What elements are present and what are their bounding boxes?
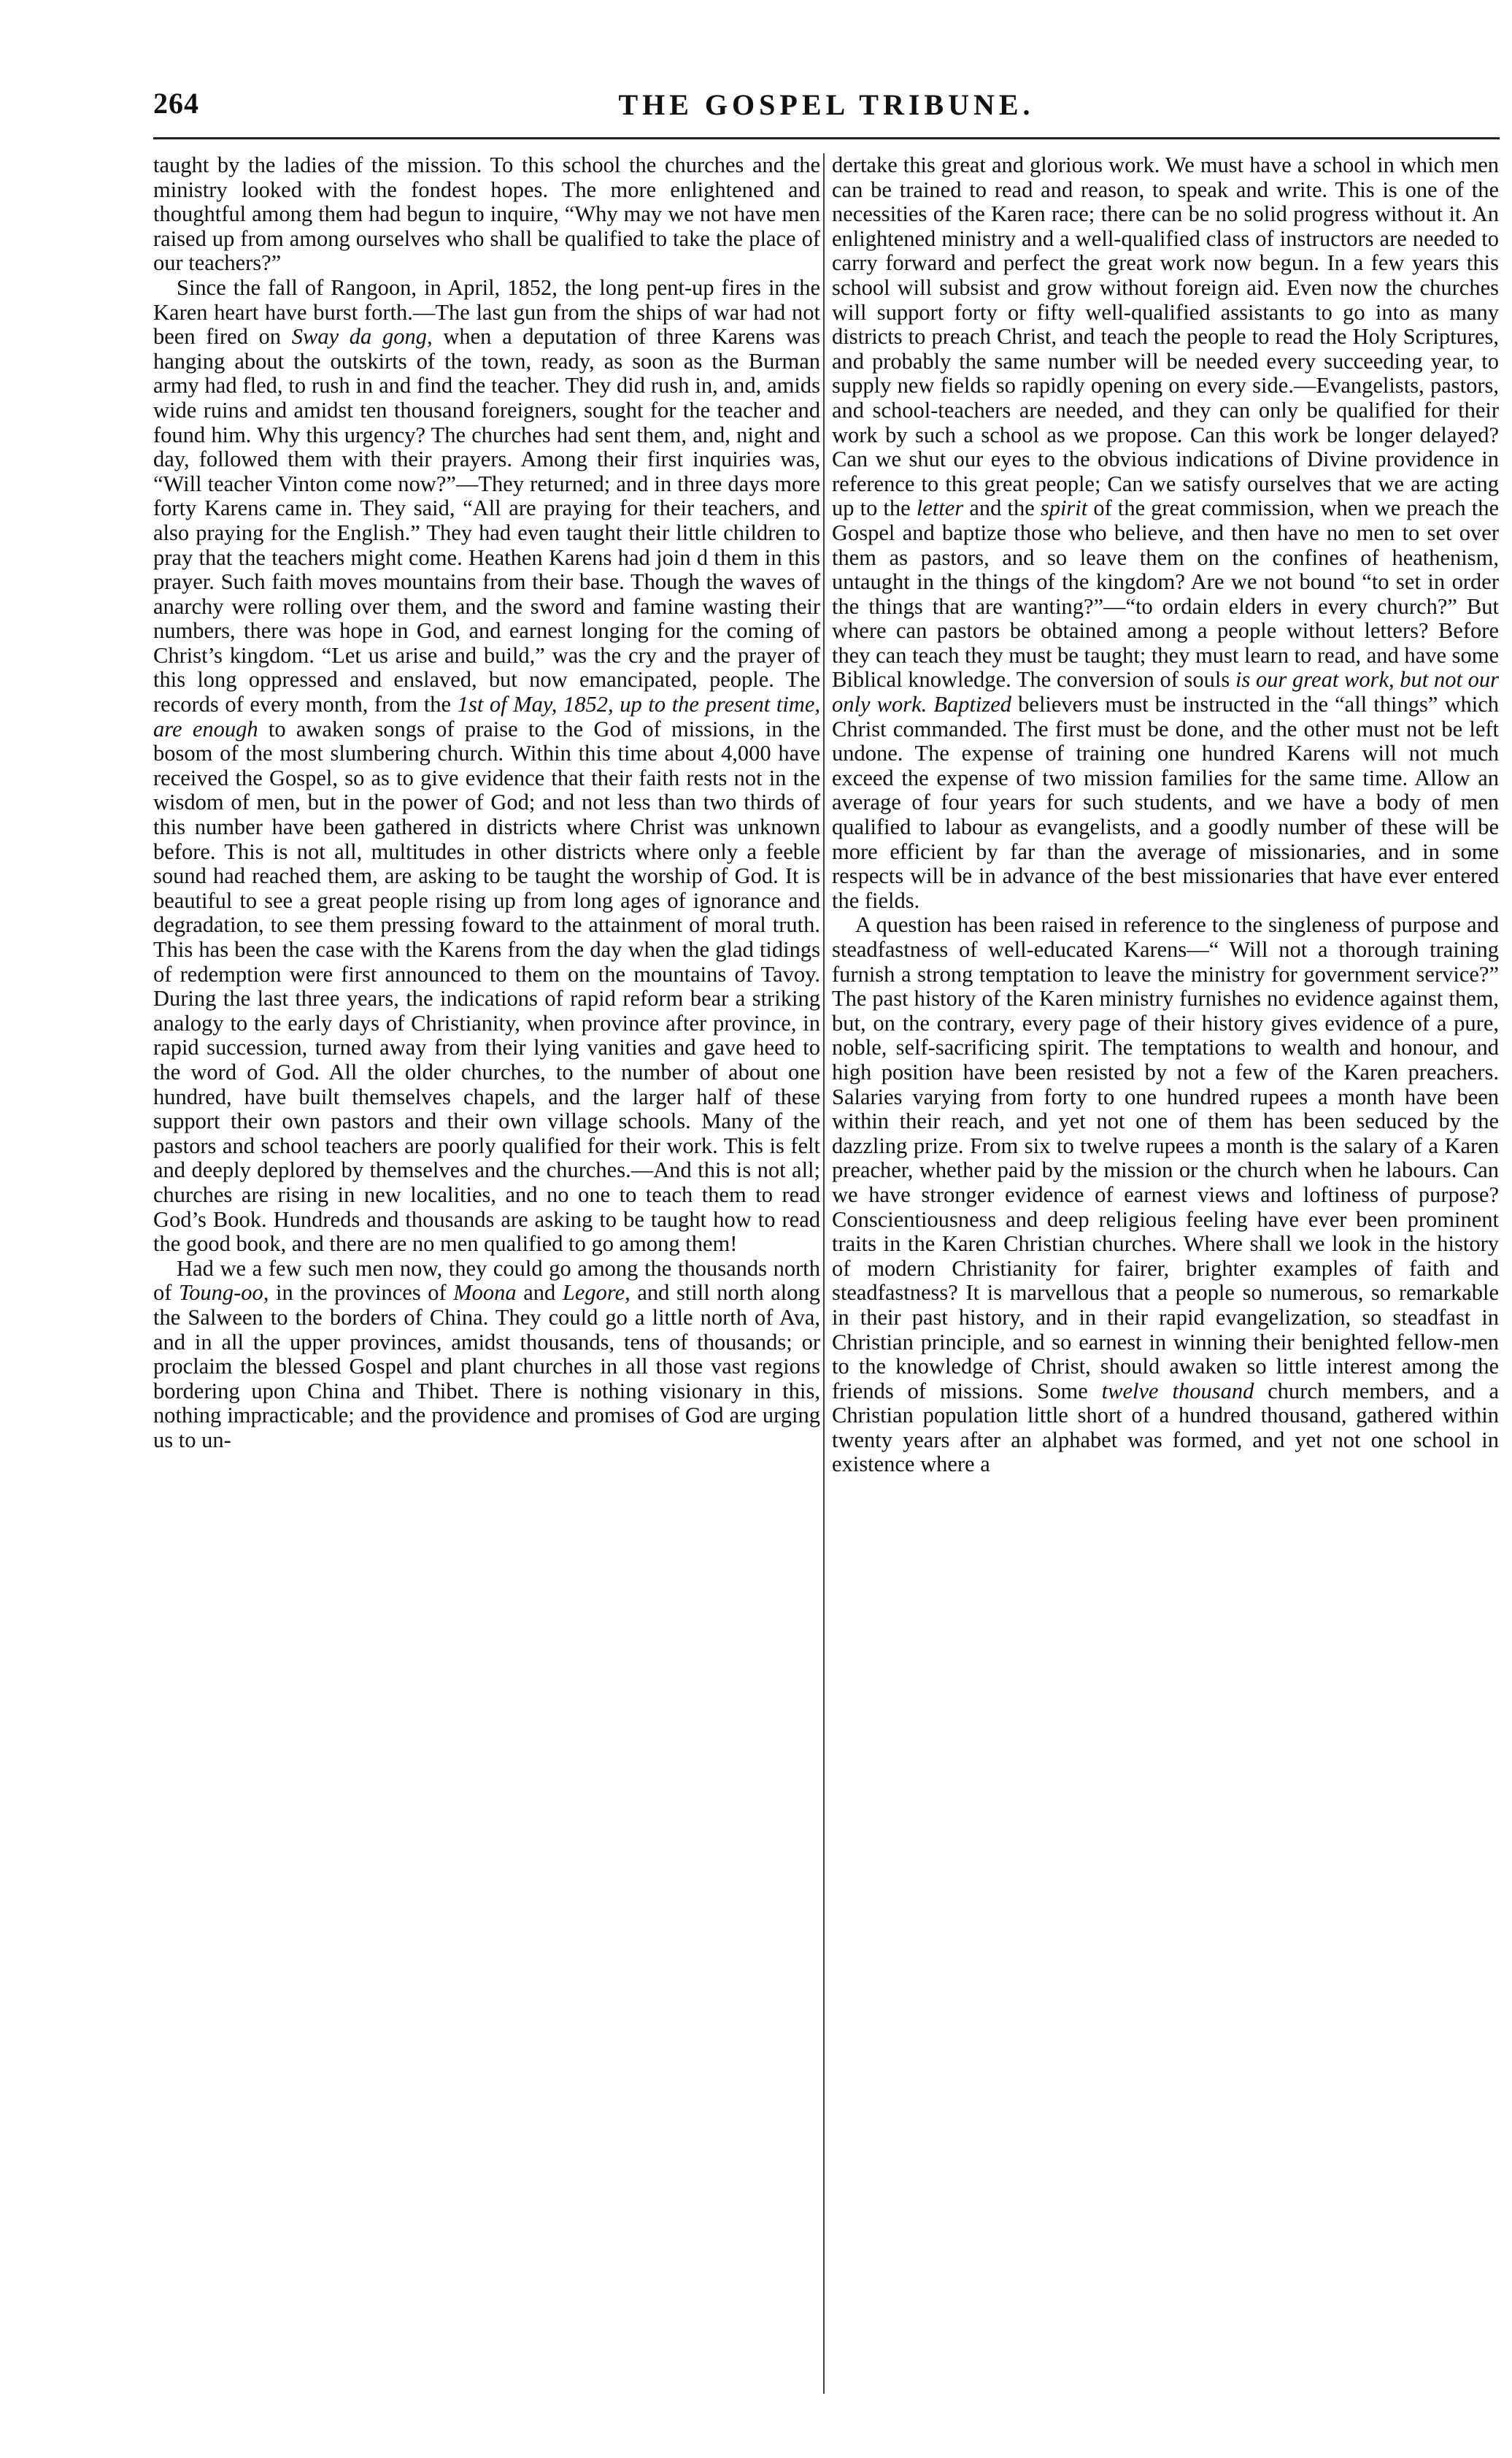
left-paragraph-1: taught by the ladies of the mission. To this school the churches and the ministry looked with the fondest hopes. The more enlightened and thoughtful among them had begun to inquire, “Why may we not have men raised up from among ourselves who shall be qualified to take the place of our teachers?” [153, 153, 820, 276]
left-column [153, 153, 820, 2401]
left-paragraph-2: Since the fall of Rangoon, in April, 1852, the long pent-up fires in the Karen heart have burst forth.—The last gun from the ships of war had not been fired on Sway da gong, when a deputation of three Karens was hanging about the outskirts of the town, ready, as soon as the Burman army had fled, to rush in and find the teacher. They did rush in, and, amids wide ruins and amidst ten thousand foreigners, sought for the teacher and found him. Why this urgency? The churches had sent them, and, night and day, followed them with their prayers. Among their first inquiries was, “Will teacher Vinton come now?”—They returned; and in three days more forty Karens came in. They said, “All are praying for their teachers, and also praying for the English.” They had even taught their little children to pray that the teachers might come. Heathen Karens had join d them in this prayer. Such faith moves mountains from their base. Though the waves of anarchy were rolling over them, and the sword and famine wasting their numbers, there was hope in God, and earnest longing for the coming of Christ’s kingdom. “Let us arise and build,” was the cry and the prayer of this long oppressed and enslaved, but now emancipated, people. The records of every month, from the 1st of May, 1852, up to the present time, are enough to awaken songs of praise to the God of missions, in the bosom of the most slumbering church. Within this time about 4,000 have received the Gospel, so as to give evidence that their faith rests not in the wisdom of men, but in the power of God; and not less than two thirds of this number have been gathered in districts where Christ was unknown before. This is not all, multitudes in other districts where only a feeble sound had reached them, are asking to be taught the worship of God. It is beautiful to see a great people rising up from long ages of ignorance and degradation, to see them pressing foward to the attainment of moral truth. This has been the case with the Karens from the day when the glad tidings of redemption were first announced to them on the mountains of Tavoy. During the last three years, the indications of rapid reform bear a striking analogy to the early days of Christianity, when province after province, in rapid succession, turned away from their lying vanities and gave heed to the word of God. All the older churches, to the number of about one hundred, have built themselves chapels, and the larger half of these support their own pastors and their own village schools. Many of the pastors and school teachers are poorly qualified for their work. This is felt and deeply deplored by themselves and the churches.—And this is not all; churches are rising in new localities, and no one to teach them to read God’s Book. Hundreds and thousands are asking to be taught how to read the good book, and there are no men qualified to go among them! [153, 274, 820, 1257]
right-column [832, 153, 1499, 2401]
left-paragraph-3: Had we a few such men now, they could go among the thousands north of Toung-oo, in the provinces of Moona and Legore, and still north along the Salween to the borders of China. They could go a little north of Ava, and in all the upper provinces, amidst thousands, tens of thousands; or proclaim the blessed Gospel and plant churches in all those vast regions bordering upon China and Thibet. There is nothing visionary in this, nothing impracticable; and the providence and promises of God are urging us to un- [153, 1255, 820, 1452]
journal-title: THE GOSPEL TRIBUNE. [618, 88, 1035, 121]
column-divider [823, 153, 825, 2394]
page-number: 264 [153, 87, 199, 120]
right-paragraph-1: dertake this great and glorious work. We must have a school in which men can be trained to read and reason, to speak and write. This is one of the necessities of the Karen race; there can be no solid progress without it. An enlightened ministry and a well-qualified class of instructors are needed to carry forward and perfect the great work now begun. In a few years this school will subsist and grow without foreign aid. Even now the churches will support forty or fifty well-qualified assistants to go into as many districts to preach Christ, and teach the people to read the Holy Scriptures, and probably the same number will be needed every succeeding year, to supply new fields so rapidly opening on every side.—Evangelists, pastors, and school-teachers are needed, and they can only be qualified for their work by such a school as we propose. Can this work be longer delayed? Can we shut our eyes to the obvious indications of Divine providence in reference to this great people; Can we satisfy ourselves that we are acting up to the letter and the spirit of the great commission, when we preach the Gospel and baptize those who believe, and then have no men to set over them as pastors, and so leave them on the confines of heathenism, untaught in the things of the kingdom? Are we not bound “to set in order the things that are wanting?”—“to ordain elders in every church?” But where can pastors be obtained among a people without letters? Before they can teach they must be taught; they must learn to read, and have some Biblical knowledge. The conversion of souls is our great work, but not our only work. Baptized believers must be instructed in the “all things” which Christ commanded. The first must be done, and the other must not be left undone. The expense of training one hundred Karens will not much exceed the expense of two mission families for the same time. Allow an average of four years for such students, and we have a body of men qualified to labour as evangelists, and a goodly number of these will be more efficient by far than the average of missionaries, and in some respects will be in advance of the best missionaries that have ever entered the fields. [832, 153, 1499, 913]
header-rule [153, 137, 1500, 139]
right-paragraph-2: A question has been raised in reference to the singleness of purpose and steadfastness of well-educated Karens—“ Will not a thorough training furnish a strong temptation to leave the ministry for government service?” The past history of the Karen ministry furnishes no evidence against them, but, on the contrary, every page of their history gives evidence of a pure, noble, self-sacrificing spirit. The temptations to wealth and honour, and high position have been resisted by not a few of the Karen preachers. Salaries varying from forty to one hundred rupees a month have been within their reach, and yet not one of them has been seduced by the dazzling prize. From six to twelve rupees a month is the salary of a Karen preacher, whether paid by the mission or the church when he labours. Can we have stronger evidence of earnest views and loftiness of purpose? Conscientiousness and deep religious feeling have ever been prominent traits in the Karen Christian churches. Where shall we look in the history of modern Christianity for fairer, brighter examples of faith and steadfastness? It is marvellous that a people so numerous, so remarkable in their past history, and in their rapid evangelization, so steadfast in Christian principle, and so earnest in winning their benighted fellow-men to the knowledge of Christ, should awaken so little interest among the friends of missions. Some twelve thousand church members, and a Christian population little short of a hundred thousand, gathered within twenty years after an alphabet was formed, and yet not one school in existence where a [832, 912, 1499, 1477]
page-header [153, 86, 1500, 131]
